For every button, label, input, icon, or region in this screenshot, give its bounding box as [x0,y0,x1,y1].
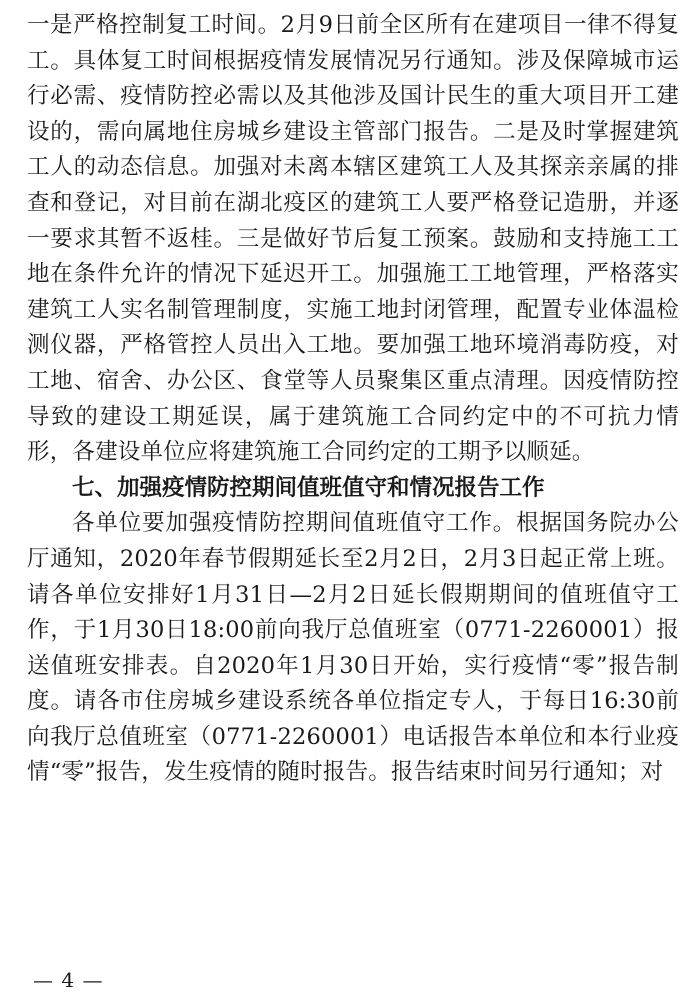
page-number: — 4 — [33,968,104,992]
document-page [27,8,679,791]
body-paragraph-2: 各单位要加强疫情防控期间值班值守工作。根据国务院办公厅通知，2020年春节假期延长至2月2日，2月3日起正常上班。请各单位安排好1月31日—2月2日延长假期期间的值班值守工作，于1月30日18:00前向我厅总值班室（0771-2260001）报送值班安排表。自2020年1月30日开始，实行疫情“零”报告制度。请各市住房城乡建设系统各单位指定专人，于每日16:30前向我厅总值班室（0771-2260001）电话报告本单位和本行业疫情“零”报告，发生疫情的随时报告。报告结束时间另行通知；对 [27,510,679,786]
body-paragraph-1: 一是严格控制复工时间。2月9日前全区所有在建项目一律不得复工。具体复工时间根据疫情发展情况另行通知。涉及保障城市运行必需、疫情防控必需以及其他涉及国计民生的重大项目开工建设的，需向属地住房城乡建设主管部门报告。二是及时掌握建筑工人的动态信息。加强对未离本辖区建筑工人及其探亲亲属的排查和登记，对目前在湖北疫区的建筑工人要严格登记造册，并逐一要求其暂不返桂。三是做好节后复工预案。鼓励和支持施工工地在条件允许的情况下延迟开工。加强施工工地管理，严格落实建筑工人实名制管理制度，实施工地封闭管理，配置专业体温检测仪器，严格管控人员出入工地。要加强工地环境消毒防疫，对工地、宿舍、办公区、食堂等人员聚集区重点清理。因疫情防控导致的建设工期延误，属于建筑施工合同约定中的不可抗力情形，各建设单位应将建筑施工合同约定的工期予以顺延。 [27,12,679,466]
section-heading-7: 七、加强疫情防控期间值班值守和情况报告工作 [72,474,545,501]
